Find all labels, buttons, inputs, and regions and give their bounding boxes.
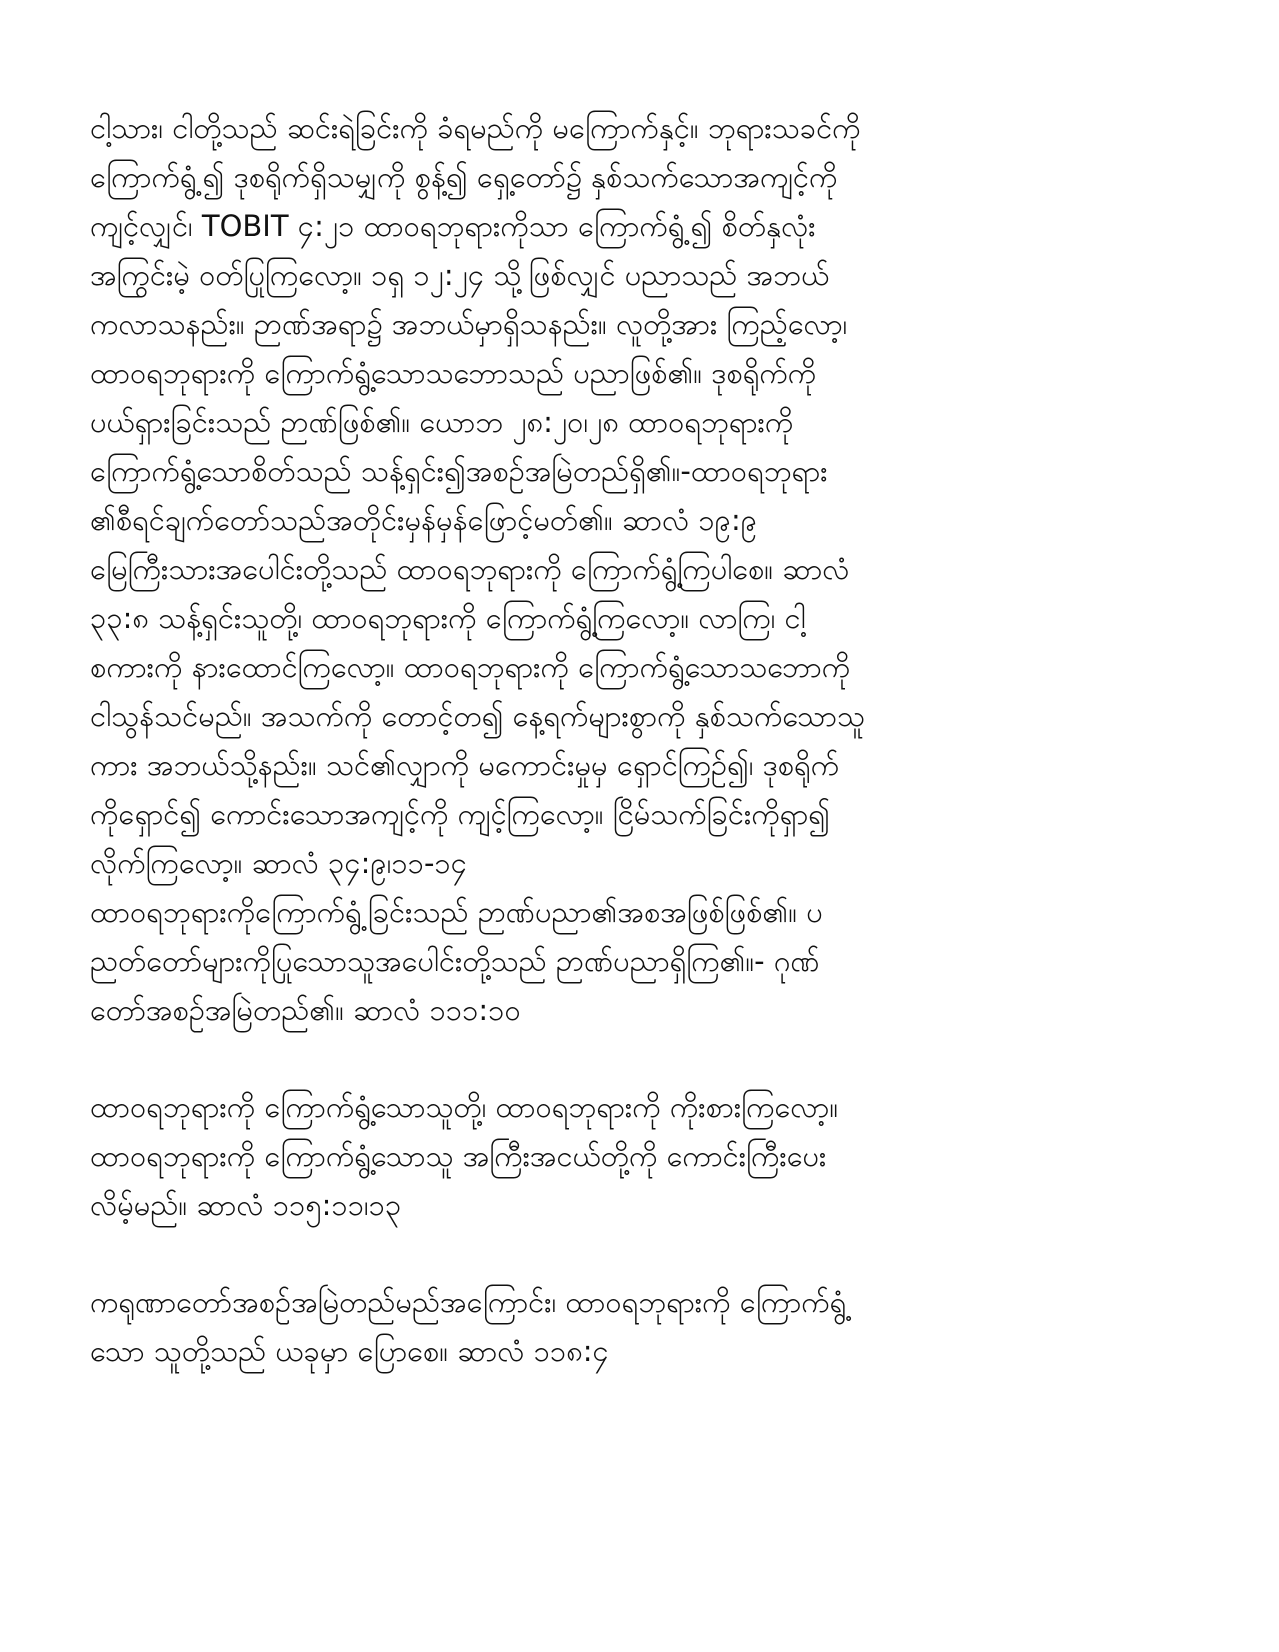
text-line: ငါ့သား၊ ငါတို့သည် ဆင်းရဲခြင်းကို ခံရမည်ကို မကြောက်နှင့်။ ဘုရားသခင်ကို bbox=[90, 111, 861, 145]
text-line: ညတ်တော်များကိုပြုသောသူအပေါင်းတို့သည် ဉာဏ်ပညာရှိကြ၏။- ဂုဏ် bbox=[90, 944, 820, 978]
text-line: ထာဝရဘုရားကို ကြောက်ရွံ့သောသူတို့၊ ထာဝရဘုရားကို ကိုးစားကြလော့။ bbox=[90, 1090, 839, 1124]
text-line: တော်အစဉ်အမြဲတည်၏။ ဆာလံ ၁၁၁:၁၀ bbox=[90, 993, 521, 1027]
text-line: ကိုရှောင်၍ ကောင်းသောအကျင့်ကို ကျင့်ကြလော့။ ငြိမ်သက်ခြင်းကိုရှာ၍ bbox=[90, 797, 830, 831]
paragraph-gap bbox=[90, 1035, 1159, 1083]
text-line: ထာဝရဘုရားကို ကြောက်ရွံ့သောသူ အကြီးအငယ်တို့ကို ကောင်းကြီးပေး bbox=[90, 1139, 827, 1173]
text-line: ၃၃:၈ သန့်ရှင်းသူတို့၊ ထာဝရဘုရားကို ကြောက်ရွံ့ကြလော့။ လာကြ၊ ငါ့ bbox=[90, 601, 806, 635]
text-line: ထာဝရဘုရားကို ကြောက်ရွံ့သောသဘောသည် ပညာဖြစ်၏။ ဒုစရိုက်ကို bbox=[90, 356, 817, 390]
text-line: လိမ့်မည်။ ဆာလံ ၁၁၅:၁၁၊၁၃ bbox=[90, 1188, 402, 1222]
text-line: မြေကြီးသားအပေါင်းတို့သည် ထာဝရဘုရားကို ကြောက်ရွံ့ကြပါစေ။ ဆာလံ bbox=[90, 552, 850, 586]
paragraph-2 bbox=[90, 1083, 1159, 1230]
text-line: ကရုဏာတော်အစဉ်အမြဲတည်မည်အကြောင်း၊ ထာဝရဘုရားကို ကြောက်ရွံ့ bbox=[90, 1285, 847, 1319]
paragraph-3 bbox=[90, 1278, 1159, 1376]
text-line: သော သူတို့သည် ယခုမှာ ပြောစေ။ ဆာလံ ၁၁၈:၄ bbox=[90, 1334, 609, 1368]
text-line: ပယ်ရှားခြင်းသည် ဉာဏ်ဖြစ်၏။ ယောဘ ၂၈:၂၀၊၂၈ ထာဝရဘုရားကို bbox=[90, 405, 794, 439]
text-line: ကလာသနည်း။ ဉာဏ်အရာ၌ အဘယ်မှာရှိသနည်း။ လူတို့အား ကြည့်လော့၊ bbox=[90, 307, 848, 341]
text-line: ကား အဘယ်သို့နည်း။ သင်၏လျှာကို မကောင်းမှုမှ ရှောင်ကြဉ်၍၊ ဒုစရိုက် bbox=[90, 748, 840, 782]
text-line: ထာဝရဘုရားကိုကြောက်ရွံ့ခြင်းသည် ဉာဏ်ပညာ၏အစအဖြစ်ဖြစ်၏။ ပ bbox=[90, 895, 823, 929]
text-line: ကြောက်ရွံ့သောစိတ်သည် သန့်ရှင်း၍အစဉ်အမြဲတည်ရှိ၏။-ထာဝရဘုရား bbox=[90, 454, 828, 488]
text-line: ၏စီရင်ချက်တော်သည်အတိုင်းမှန်မှန်ဖြောင့်မတ်၏။ ဆာလံ ၁၉:၉ bbox=[90, 503, 758, 537]
text-line: စကားကို နားထောင်ကြလော့။ ထာဝရဘုရားကို ကြောက်ရွံ့သောသဘောကို bbox=[90, 650, 851, 684]
text-line: ကျင့်လျှင်၊ TOBIT ၄:၂၁ ထာဝရဘုရားကိုသာ ကြောက်ရွံ့၍ စိတ်နှလုံး bbox=[90, 209, 816, 243]
text-line: ငါသွန်သင်မည်။ အသက်ကို တောင့်တ၍ နေ့ရက်များစွာကို နှစ်သက်သောသူ bbox=[90, 699, 866, 733]
paragraph-gap bbox=[90, 1230, 1159, 1278]
paragraph-1 bbox=[90, 104, 1159, 1035]
text-line: ကြောက်ရွံ့၍ ဒုစရိုက်ရှိသမျှကို စွန့်၍ ရှေ့တော်၌ နှစ်သက်သောအကျင့်ကို bbox=[90, 160, 838, 194]
text-line: အကြွင်းမဲ့ ဝတ်ပြုကြလော့။ ၁ရှ ၁၂:၂၄ သို့ဖြစ်လျှင် ပညာသည် အဘယ် bbox=[90, 258, 830, 292]
text-line: လိုက်ကြလော့။ ဆာလံ ၃၄:၉၊၁၁-၁၄ bbox=[90, 846, 468, 880]
